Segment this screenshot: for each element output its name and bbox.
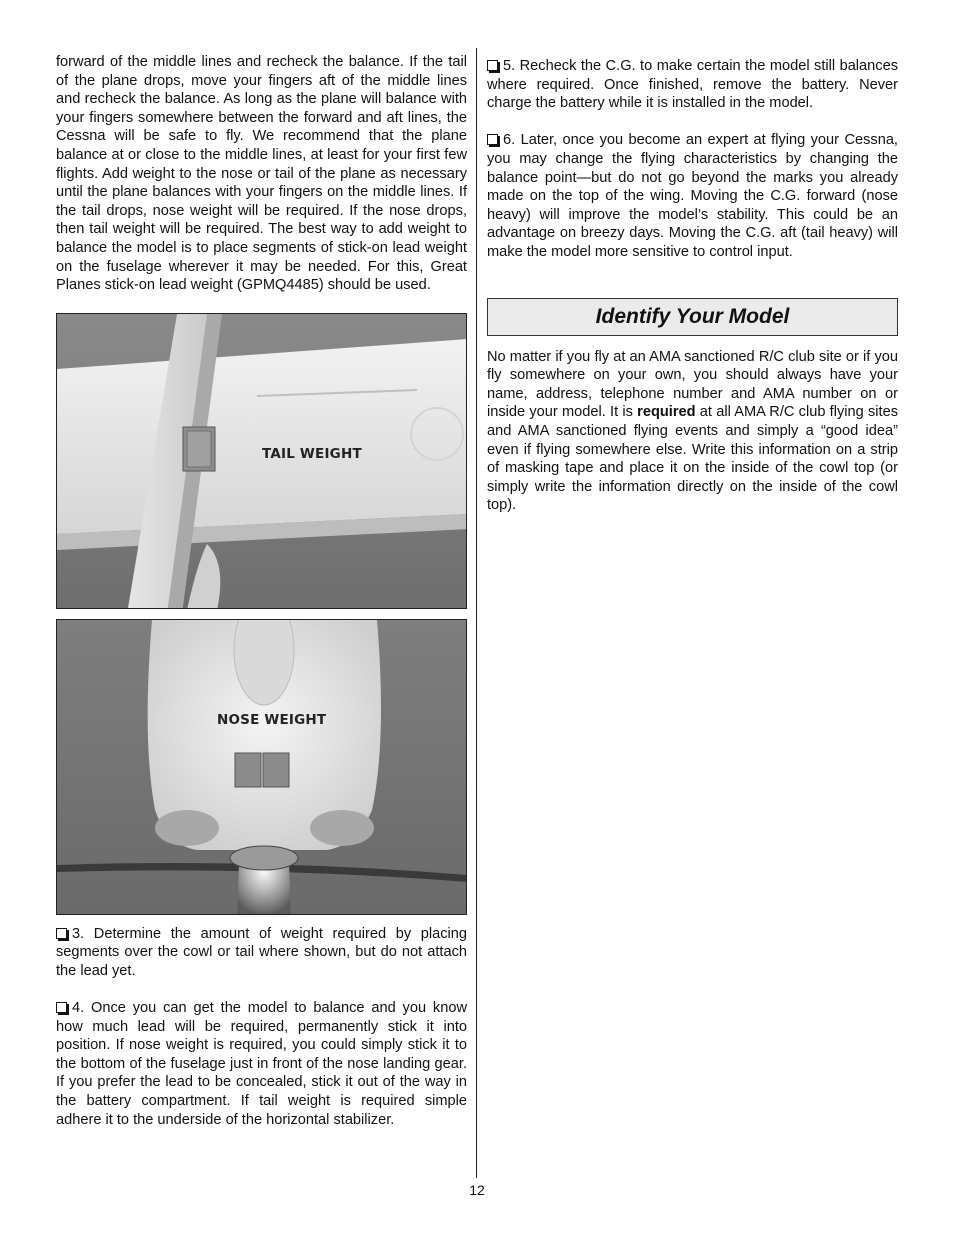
step-3-checkbox-icon[interactable] — [56, 928, 67, 939]
step-5-checkbox-icon[interactable] — [487, 60, 498, 71]
right-column — [487, 48, 898, 515]
step-6 — [487, 131, 898, 261]
identify-paragraph — [487, 348, 898, 515]
left-column — [56, 53, 467, 1129]
step-5-text: 5. Recheck the C.G. to make certain the model still balances where required. Once finished, remove the battery. Never charge the battery while it is installed in the model. — [487, 58, 898, 112]
column-divider — [476, 48, 477, 1178]
identify-bold-word: required — [637, 404, 696, 421]
page-number: 12 — [469, 1182, 485, 1198]
nose-weight-label: NOSE WEIGHT — [217, 711, 327, 728]
step-5 — [487, 57, 898, 113]
tail-weight-label: TAIL WEIGHT — [262, 445, 362, 462]
section-heading: Identify Your Model — [595, 304, 790, 328]
step-4-checkbox-icon[interactable] — [56, 1002, 67, 1013]
step-4-text: 4. Once you can get the model to balance and you know how much lead will be required, permanently stick it into position. If nose weight is required, you could simply stick it to the bottom of the fuselage just in front of the nose landing gear. If you prefer the lead to be concealed, stick it out of the way in the battery compartment. If tail weight is required simple adhere it to the underside of the horizontal stabilizer. — [56, 1000, 467, 1128]
section-heading-box — [487, 298, 898, 336]
identify-text-start: No matter if you fly at an AMA sanctioned R/C club site or if you fly somewhere on your own, you should always have your name, address, telephone number and AMA number on or inside your model. It is — [487, 348, 898, 421]
step-6-checkbox-icon[interactable] — [487, 134, 498, 145]
nose-weight-photo — [56, 619, 467, 915]
balance-paragraph: forward of the middle lines and recheck the balance. If the tail of the plane drops, move your fingers aft of the middle lines and recheck the balance. As long as the plane will balance with your fingers somewhere between the forward and aft lines, the Cessna will be safe to fly. We recommend that the plane balance at or close to the middle lines, at least for your first few flights. Add weight to the nose or tail of the plane as necessary until the plane balances with your fingers on the middle lines. If the tail drops, nose weight will be required. If the nose drops, then tail weight will be required. The best way to add weight to balance the model is to place segments of stick-on lead weight on the fuselage wherever it may be needed. For this, Great Planes stick-on lead weight (GPMQ4485) should be used. — [56, 54, 467, 294]
step-4 — [56, 999, 467, 1129]
step-6-text: 6. Later, once you become an expert at flying your Cessna, you may change the flying characteristics by changing the balance point—but do not go beyond the marks you already made on the top of the wing. Moving the C.G. forward (nose heavy) will improve the model’s stability. This could be an advantage on breezy days. Moving the C.G. aft (tail heavy) will make the model more sensitive to control input. — [487, 132, 898, 260]
step-3 — [56, 925, 467, 981]
step-3-text: 3. Determine the amount of weight required by placing segments over the cowl or tail where shown, but do not attach the lead yet. — [56, 925, 467, 979]
nose-weight-illustration — [57, 620, 467, 915]
tail-weight-photo — [56, 313, 467, 609]
identify-text-end: at all AMA R/C club flying sites and AMA sanctioned flying events and simply a “good idea” even if flying somewhere else. Write this information on a strip of masking tape and place it on the inside of the cowl top (or simply write the information directly on the inside of the cowl top). — [487, 404, 898, 514]
